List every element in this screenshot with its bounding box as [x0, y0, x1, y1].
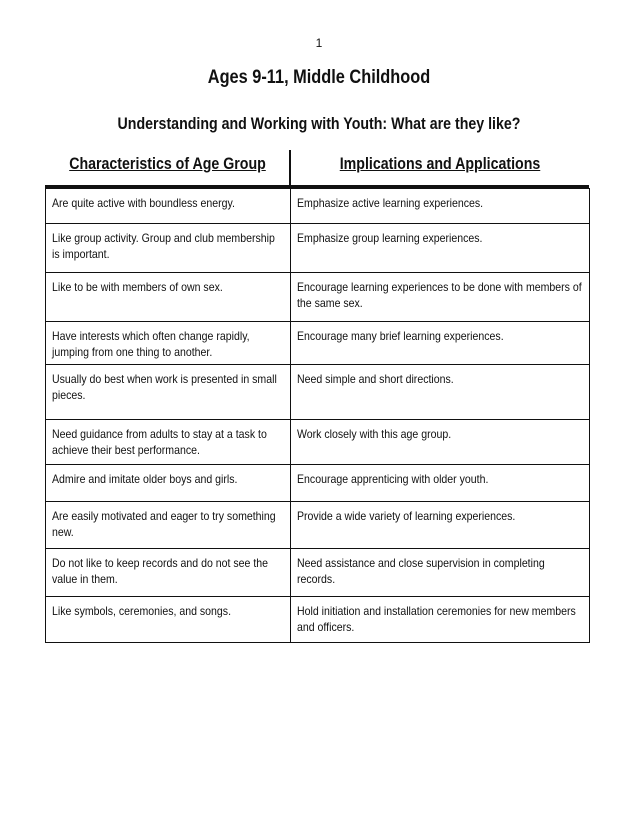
characteristic-cell	[46, 502, 291, 549]
characteristic-text: Admire and imitate older boys and girls.	[52, 472, 238, 486]
implication-text: Emphasize active learning experiences.	[297, 196, 484, 210]
characteristic-text: Need guidance from adults to stay at a task to achieve their best performance.	[52, 427, 267, 457]
characteristic-cell	[46, 597, 291, 643]
implication-text: Encourage many brief learning experiences.	[297, 329, 504, 343]
table-row	[46, 224, 590, 273]
implication-cell	[291, 273, 590, 322]
table-row	[46, 273, 590, 322]
table-row	[46, 322, 590, 365]
implication-text: Provide a wide variety of learning experiences.	[297, 509, 516, 523]
implication-cell	[291, 465, 590, 502]
implication-text: Encourage apprenticing with older youth.	[297, 472, 489, 486]
characteristic-text: Like to be with members of own sex.	[52, 280, 223, 294]
table-row	[46, 465, 590, 502]
implication-cell	[291, 322, 590, 365]
table-row	[46, 502, 590, 549]
header-divider	[289, 150, 291, 186]
characteristic-cell	[46, 273, 291, 322]
implication-text: Encourage learning experiences to be done with members of the same sex.	[297, 280, 582, 310]
implication-cell	[291, 502, 590, 549]
characteristic-text: Like symbols, ceremonies, and songs.	[52, 604, 232, 618]
characteristic-text: Like group activity. Group and club membership is important.	[52, 231, 275, 261]
characteristic-cell	[46, 420, 291, 465]
characteristic-cell	[46, 224, 291, 273]
characteristic-cell	[46, 465, 291, 502]
table-row	[46, 365, 590, 420]
characteristic-cell	[46, 189, 291, 224]
characteristic-text: Usually do best when work is presented in small pieces.	[52, 372, 277, 402]
implication-text: Need simple and short directions.	[297, 372, 454, 386]
page-number: 1	[315, 36, 323, 50]
table-row	[46, 420, 590, 465]
implication-cell	[291, 549, 590, 597]
implication-text: Need assistance and close supervision in completing records.	[297, 556, 545, 586]
characteristics-table	[45, 185, 589, 643]
characteristic-text: Have interests which often change rapidly, jumping from one thing to another.	[52, 329, 250, 359]
page-subtitle: Understanding and Working with Youth: What are they like?	[117, 115, 521, 133]
characteristic-text: Do not like to keep records and do not see the value in them.	[52, 556, 269, 586]
column-header-implications: Implications and Applications	[339, 155, 541, 173]
page-title: Ages 9-11, Middle Childhood	[207, 67, 431, 88]
characteristic-cell	[46, 365, 291, 420]
characteristic-text: Are easily motivated and eager to try something new.	[52, 509, 276, 539]
implication-cell	[291, 420, 590, 465]
characteristic-cell	[46, 549, 291, 597]
implication-text: Hold initiation and installation ceremonies for new members and officers.	[297, 604, 576, 634]
implication-cell	[291, 224, 590, 273]
table-row	[46, 189, 590, 224]
implication-text: Work closely with this age group.	[297, 427, 452, 441]
table-row	[46, 549, 590, 597]
characteristic-cell	[46, 322, 291, 365]
implication-cell	[291, 189, 590, 224]
implication-text: Emphasize group learning experiences.	[297, 231, 483, 245]
table-row	[46, 597, 590, 643]
implication-cell	[291, 597, 590, 643]
column-header-characteristics: Characteristics of Age Group	[69, 155, 266, 173]
characteristic-text: Are quite active with boundless energy.	[52, 196, 235, 210]
implication-cell	[291, 365, 590, 420]
